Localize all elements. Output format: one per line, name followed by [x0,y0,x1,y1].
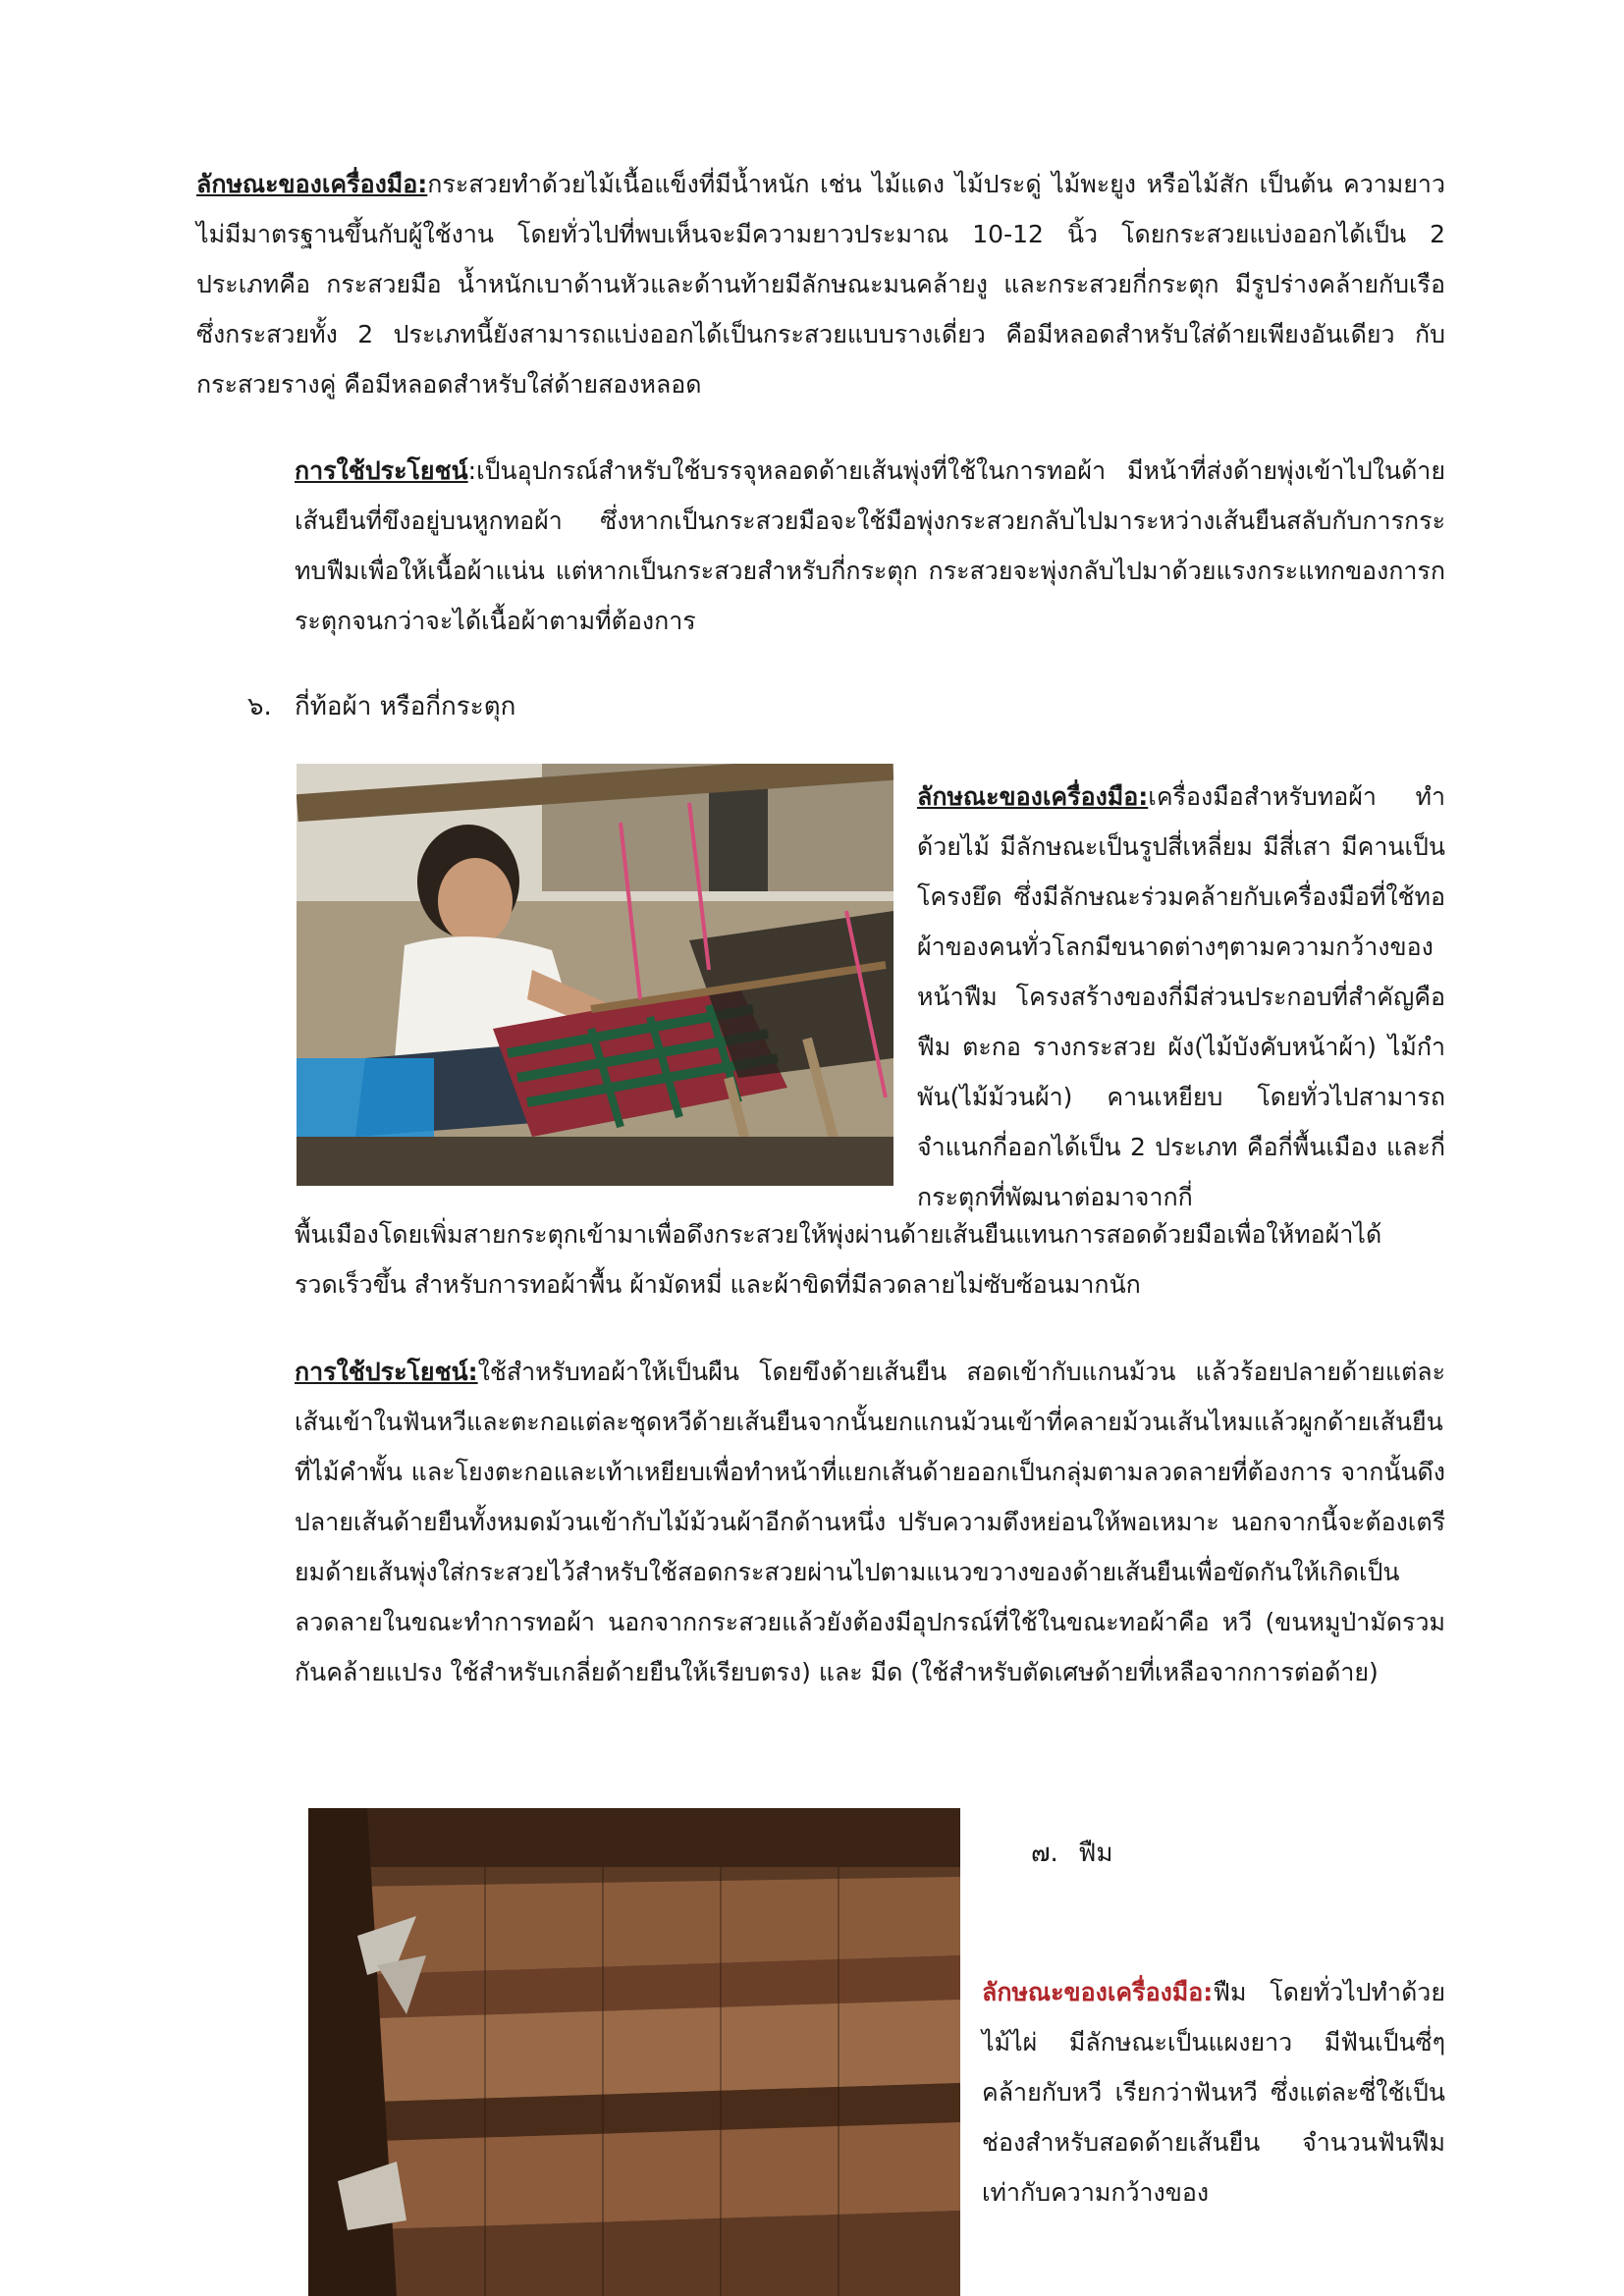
loom-description [917,772,1445,1222]
loom-characteristics-text: เครื่องมือสำหรับทอผ้า ทำด้วยไม้ มีลักษณะเป็นรูปสี่เหลี่ยม มีสี่เสา มีคานเป็นโครงยึด ซึ่งมีลักษณะร่วมคล้ายกับเครื่องมือที่ใช้ทอผ้าของคนทั่วโลกมีขนาดต่างๆตามความกว้างของหน้าฟืม โครงสร้างของกี่มีส่วนประกอบที่สำคัญคือ ฟืม ตะกอ รางกระสวย ผัง(ไม้บังคับหน้าผ้า) ไม้กำพัน(ไม้ม้วนผ้า) คานเหยียบ โดยทั่วไปสามารถจำแนกกี่ออกได้เป็น 2 ประเภท คือกี่พื้นเมือง และกี่กระตุกที่พัฒนาต่อมาจากกี่ [917,782,1445,1211]
loom-usage-label: การใช้ประโยชน์: [295,1358,478,1386]
loom-usage-text: ใช้สำหรับทอผ้าให้เป็นผืน โดยขึงด้ายเส้นยืน สอดเข้ากับแกนม้วน แล้วร้อยปลายด้ายแต่ละเส้นเข้าในฟันหวีและตะกอแต่ละชุดหวีด้ายเส้นยืนจากนั้นยกแกนม้วนเข้าที่คลายม้วนเส้นไหมแล้วผูกด้ายเส้นยืนที่ไม้คำพั้น และโยงตะกอและเท้าเหยียบเพื่อทำหน้าที่แยกเส้นด้ายออกเป็นกลุ่มตามลวดลายที่ต้องการ จากนั้นดึงปลายเส้นด้ายยืนทั้งหมดม้วนเข้ากับไม้ม้วนผ้าอีกด้านหนึ่ง ปรับความตึงหย่อนให้พอเหมาะ นอกจากนี้จะต้องเตรียมด้ายเส้นพุ่งใส่กระสวยไว้สำหรับใช้สอดกระสวยผ่านไปตามแนวขวางของด้ายเส้นยืนเพื่อขัดกันให้เกิดเป็นลวดลายในขณะทำการทอผ้า นอกจากกระสวยแล้วยังต้องมีอุปกรณ์ที่ใช้ในขณะทอผ้าคือ หวี (ขนหมูป่ามัดรวมกันคล้ายแปรง ใช้สำหรับเกลี่ยด้ายยืนให้เรียบตรง) และ มีด (ใช้สำหรับตัดเศษด้ายที่เหลือจากการต่อด้าย) [295,1358,1445,1686]
loom-description-continued [295,1209,1445,1309]
loom-characteristics-label: ลักษณะของเครื่องมือ: [917,782,1149,811]
item-6-number: ๖. [247,692,272,721]
reed-photo [308,1808,960,2296]
loom-photo [297,764,893,1186]
loom-usage [295,1347,1445,1697]
item-6-title: กี่ท้อผ้า หรือกี่กระตุก [295,692,516,721]
item-7-number: ๗. [1031,1839,1058,1868]
reed-characteristics-text: ฟืม โดยทั่วไปทำด้วยไม้ไผ่ มีลักษณะเป็นแผงยาว มีฟันเป็นซี่ๆคล้ายกับหวี เรียกว่าฟันหวี ซึ่งแต่ละซี่ใช้เป็นช่องสำหรับสอดด้ายเส้นยืน จำนวนฟันฟืมเท่ากับความกว้างของ [982,1978,1445,2207]
shuttle-characteristics-label: ลักษณะของเครื่องมือ: [196,170,428,198]
reed-description [982,1967,1445,2217]
shuttle-characteristics-text: กระสวยทำด้วยไม้เนื้อแข็งที่มีน้ำหนัก เช่น ไม้แดง ไม้ประดู่ ไม้พะยูง หรือไม้สัก เป็นต้น ความยาวไม่มีมาตรฐานขึ้นกับผู้ใช้งาน โดยทั่วไปที่พบเห็นจะมีความยาวประมาณ 10-12 นิ้ว โดยกระสวยแบ่งออกได้เป็น 2 ประเภทคือ กระสวยมือ น้ำหนักเบาด้านหัวและด้านท้ายมีลักษณะมนคล้ายงู และกระสวยกี่กระตุก มีรูปร่างคล้ายกับเรือ ซึ่งกระสวยทั้ง 2 ประเภทนี้ยังสามารถแบ่งออกได้เป็นกระสวยแบบรางเดี่ยว คือมีหลอดสำหรับใส่ด้ายเพียงอันเดียว กับกระสวยรางคู่ คือมีหลอดสำหรับใส่ด้ายสองหลอด [196,170,1445,399]
item-7-title: ฟืม [1078,1839,1113,1868]
shuttle-description [196,159,1445,409]
item-6-heading [247,687,515,726]
shuttle-usage-label: การใช้ประโยชน์ [295,456,468,485]
shuttle-usage [295,446,1445,646]
item-7-heading [1031,1834,1113,1873]
shuttle-usage-text: :เป็นอุปกรณ์สำหรับใช้บรรจุหลอดด้ายเส้นพุ่งที่ใช้ในการทอผ้า มีหน้าที่ส่งด้ายพุ่งเข้าไปในด้ายเส้นยืนที่ขึงอยู่บนหูกทอผ้า ซึ่งหากเป็นกระสวยมือจะใช้มือพุ่งกระสวยกลับไปมาระหว่างเส้นยืนสลับกับการกระทบฟืมเพื่อให้เนื้อผ้าแน่น แต่หากเป็นกระสวยสำหรับกี่กระตุก กระสวยจะพุ่งกลับไปมาด้วยแรงกระแทกของการกระตุกจนกว่าจะได้เนื้อผ้าตามที่ต้องการ [295,456,1445,635]
reed-characteristics-label: ลักษณะของเครื่องมือ: [982,1978,1214,2006]
loom-characteristics-text-continued: พื้นเมืองโดยเพิ่มสายกระตุกเข้ามาเพื่อดึงกระสวยให้พุ่งผ่านด้ายเส้นยืนแทนการสอดด้วยมือเพื่อให้ทอผ้าได้รวดเร็วขึ้น สำหรับการทอผ้าพื้น ผ้ามัดหมี่ และผ้าขิดที่มีลวดลายไม่ซับซ้อนมากนัก [295,1220,1382,1299]
